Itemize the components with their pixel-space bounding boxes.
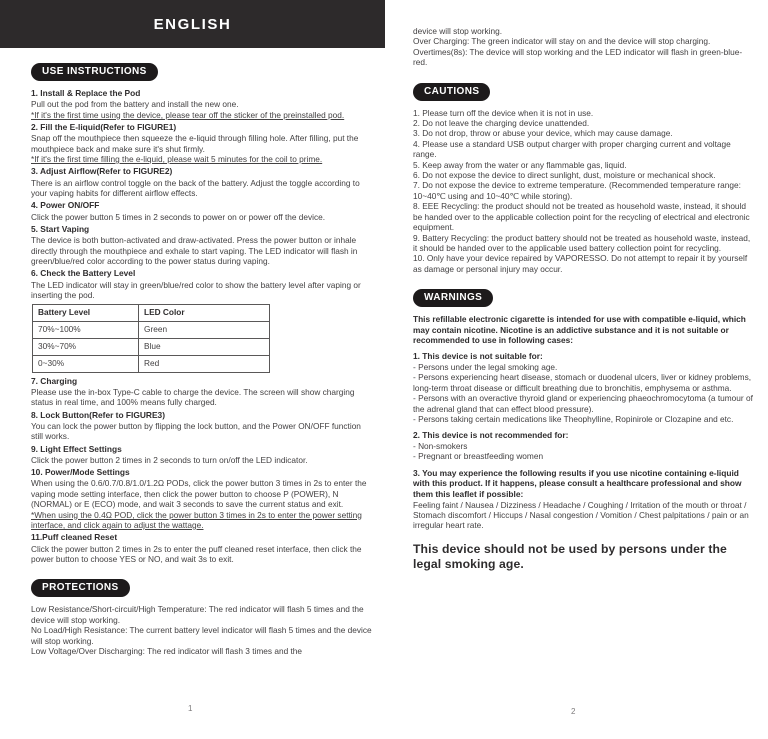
table-row <box>33 338 270 355</box>
instruction-item <box>31 410 372 442</box>
warnings-intro: This refillable electronic cigarette is intended for use with compatible e-liquid, which may contain nicotine. Nicotine is an addictive substance and it is not suitable or recommended to use in following cases: <box>413 314 746 345</box>
instruction-title: 3. Adjust Airflow(Refer to FIGURE2) <box>31 166 173 177</box>
instruction-body: You can lock the power button by flipping the lock button, and the Power ON/OFF function still works. <box>31 420 361 442</box>
warning-line: - Persons taking certain medications like Theophylline, Ropinirole or Clozapine and etc. <box>413 413 734 424</box>
page-number-2: 2 <box>571 707 576 716</box>
table-header-cell: LED Color <box>139 304 270 321</box>
continuation-line: device will stop working. <box>413 26 502 36</box>
caution-item: 5. Keep away from the water or any flammable gas, liquid. <box>413 159 627 170</box>
instruction-body: *If it's the first time using the device, please tear off the sticker of the preinstalled pod. <box>31 109 345 120</box>
continuation-line: Overtimes(8s): The device will stop working and the LED indicator will flash in green-blue-red. <box>413 46 743 68</box>
instruction-title: 6. Check the Battery Level <box>31 268 136 279</box>
warnings-badge-row <box>413 287 756 307</box>
instruction-item <box>31 467 372 530</box>
instruction-body: The device is both button-activated and draw-activated. Press the power button or inhale directly through the mouthpiece and exhale to start vaping. The LED indicator will flash in green/blue/red color according to the power status during vaping. <box>31 235 358 267</box>
warning-group <box>413 351 756 424</box>
instruction-item <box>31 200 372 222</box>
table-cell: 70%~100% <box>33 321 139 338</box>
instruction-title: 4. Power ON/OFF <box>31 200 100 211</box>
instruction-item <box>31 224 372 266</box>
instruction-body: *When using the 0.4Ω POD, click the power button 3 times in 2s to enter the power setting interface, and click again to adjust the wattage. <box>31 509 362 530</box>
instruction-title: 5. Start Vaping <box>31 224 90 235</box>
instruction-title: 1. Install & Replace the Pod <box>31 88 141 98</box>
instruction-item <box>31 376 372 408</box>
page-1-column <box>31 61 372 656</box>
instruction-body: Pull out the pod from the battery and install the new one. <box>31 99 239 110</box>
protection-line: Low Resistance/Short-circuit/High Temperature: The red indicator will flash 5 times and the device will stop working. <box>31 604 364 625</box>
table-cell: Red <box>139 355 270 372</box>
language-header-bar <box>0 0 385 48</box>
table-row <box>33 355 270 372</box>
warnings-badge: WARNINGS <box>413 289 493 307</box>
instruction-body: Click the power button 5 times in 2 seconds to power on or power off the device. <box>31 211 326 222</box>
battery-led-table-body <box>33 321 270 372</box>
table-row <box>33 321 270 338</box>
instruction-item <box>31 166 372 198</box>
caution-item: 4. Please use a standard USB output charger with proper charging current and voltage range. <box>413 138 731 160</box>
instruction-item <box>31 88 372 120</box>
warning-group-title: 2. This device is not recommended for: <box>413 430 569 441</box>
instruction-title: 10. Power/Mode Settings <box>31 467 130 478</box>
instruction-body: Click the power button 2 times in 2s to enter the puff cleaned reset interface, then click the power button to choose YES or NO, and wait 3s to exit. <box>31 543 362 564</box>
instruction-title: 9. Light Effect Settings <box>31 443 122 454</box>
caution-item: 3. Do not drop, throw or abuse your device, which may cause damage. <box>413 128 673 139</box>
warning-line: Feeling faint / Nausea / Dizziness / Headache / Coughing / Irritation of the mouth or throat / Stomach discomfort / Hiccups / Nasal congestion / Vomition / Chest palpitations / pain or an irregular heart rate. <box>413 499 749 531</box>
language-header-title: ENGLISH <box>153 15 232 33</box>
continuation-line: Over Charging: The green indicator will stay on and the device will stop charging. <box>413 36 711 47</box>
warning-line: - Persons with an overactive thyroid gland or experiencing phaeochromocytoma (a tumour of the adrenal gland that can effect blood pressure). <box>413 393 753 414</box>
warning-line: - Pregnant or breastfeeding women <box>413 451 544 462</box>
use-instructions-badge-row <box>31 61 372 81</box>
warning-line: - Non-smokers <box>413 440 468 451</box>
caution-item: 9. Battery Recycling: the product battery should not be treated as household waste, instead, it should be handed over to the applicable used battery collection point for recycling. <box>413 232 751 253</box>
table-header-cell: Battery Level <box>33 304 139 321</box>
caution-item: 2. Do not leave the charging device unattended. <box>413 118 590 129</box>
instruction-body: Click the power button 2 times in 2 seconds to turn on/off the LED indicator. <box>31 454 308 465</box>
protections-badge-row <box>31 577 372 597</box>
page-2-column <box>413 26 756 584</box>
battery-led-table <box>32 304 270 373</box>
instruction-title: 7. Charging <box>31 375 78 386</box>
warning-group <box>413 468 756 531</box>
cautions-badge: CAUTIONS <box>413 83 490 101</box>
warning-line: - Persons experiencing heart disease, stomach or duodenal ulcers, liver or kidney problems, long-term throat disease or difficult breathing due to bronchitis, emphysema or asthma. <box>413 372 752 393</box>
protection-line: Low Voltage/Over Discharging: The red indicator will flash 3 times and the <box>31 646 303 657</box>
instruction-item <box>31 532 372 564</box>
instruction-title: 11.Puff cleaned Reset <box>31 532 118 543</box>
instruction-item <box>31 122 372 164</box>
cautions-badge-row <box>413 81 756 101</box>
instruction-body: There is an airflow control toggle on the back of the battery. Adjust the toggle according to your vaping habits for different airflow effects. <box>31 177 360 199</box>
instruction-body: *If it's the first time filling the e-liquid, please wait 5 minutes for the coil to prime. <box>31 154 323 165</box>
table-cell: 0~30% <box>33 355 139 372</box>
protections-badge: PROTECTIONS <box>31 579 130 597</box>
warning-group-title: 3. You may experience the following results if you use nicotine containing e-liquid with this product. If it happens, please consult a healthcare professional and show them this leaflet if possible: <box>413 467 742 499</box>
protections-list <box>31 604 372 656</box>
table-cell: 30%~70% <box>33 338 139 355</box>
instruction-body: The LED indicator will stay in green/blue/red color to show the battery level after vaping or inserting the pod. <box>31 279 361 301</box>
battery-led-table-head <box>33 304 270 321</box>
instruction-body: Snap off the mouthpiece then squeeze the e-liquid through filling hole. After filling, put the mouthpiece back and make sure it's shut firmly. <box>31 133 359 154</box>
warning-group <box>413 430 756 461</box>
instruction-title: 8. Lock Button(Refer to FIGURE3) <box>31 409 166 420</box>
instructions-list <box>31 88 372 564</box>
caution-item: 6. Do not expose the device to direct sunlight, dust, moisture or mechanical shock. <box>413 170 716 181</box>
page-number-1: 1 <box>188 704 193 713</box>
instruction-body: Please use the in-box Type-C cable to charge the device. The screen will show charging status in real time, and 100% means fully charged. <box>31 386 355 408</box>
warning-group-title: 1. This device is not suitable for: <box>413 351 543 362</box>
cautions-list <box>413 108 756 275</box>
caution-item: 7. Do not expose the device to extreme temperature. (Recommended temperature range: 10~40℃ using and 10~40℃ while storing). <box>413 180 741 201</box>
instruction-item <box>31 444 372 466</box>
instruction-title: 2. Fill the E-liquid(Refer to FIGURE1) <box>31 122 177 133</box>
warnings-groups <box>413 351 756 530</box>
caution-item: 1. Please turn off the device when it is not in use. <box>413 107 594 118</box>
caution-item: 8. EEE Recycling: the product should not be treated as household waste, instead, it should be handed over to the applicable collection point for the recycling of electrical and electronic equipment. <box>413 201 750 233</box>
instruction-body: When using the 0.6/0.7/0.8/1.0/1.2Ω PODs, click the power button 3 times in 2s to enter the vaping mode setting interface, then click the power button to choose P (POWER), N (NORMAL) or E (ECO) mode, and wait 3 seconds to save the current status and exit. <box>31 478 367 510</box>
protections-continuation <box>413 26 756 68</box>
table-header-row <box>33 304 270 321</box>
table-cell: Blue <box>139 338 270 355</box>
caution-item: 10. Only have your device repaired by VAPORESSO. Do not attempt to repair it by yourself as damage or personal injury may occur. <box>413 253 748 274</box>
table-cell: Green <box>139 321 270 338</box>
protection-line: No Load/High Resistance: The current battery level indicator will flash 5 times and the device will stop working. <box>31 625 372 646</box>
use-instructions-badge: USE INSTRUCTIONS <box>31 63 158 81</box>
final-statement: This device should not be used by persons under the legal smoking age. <box>413 541 727 571</box>
instruction-item <box>31 268 372 372</box>
warning-line: - Persons under the legal smoking age. <box>413 361 558 372</box>
